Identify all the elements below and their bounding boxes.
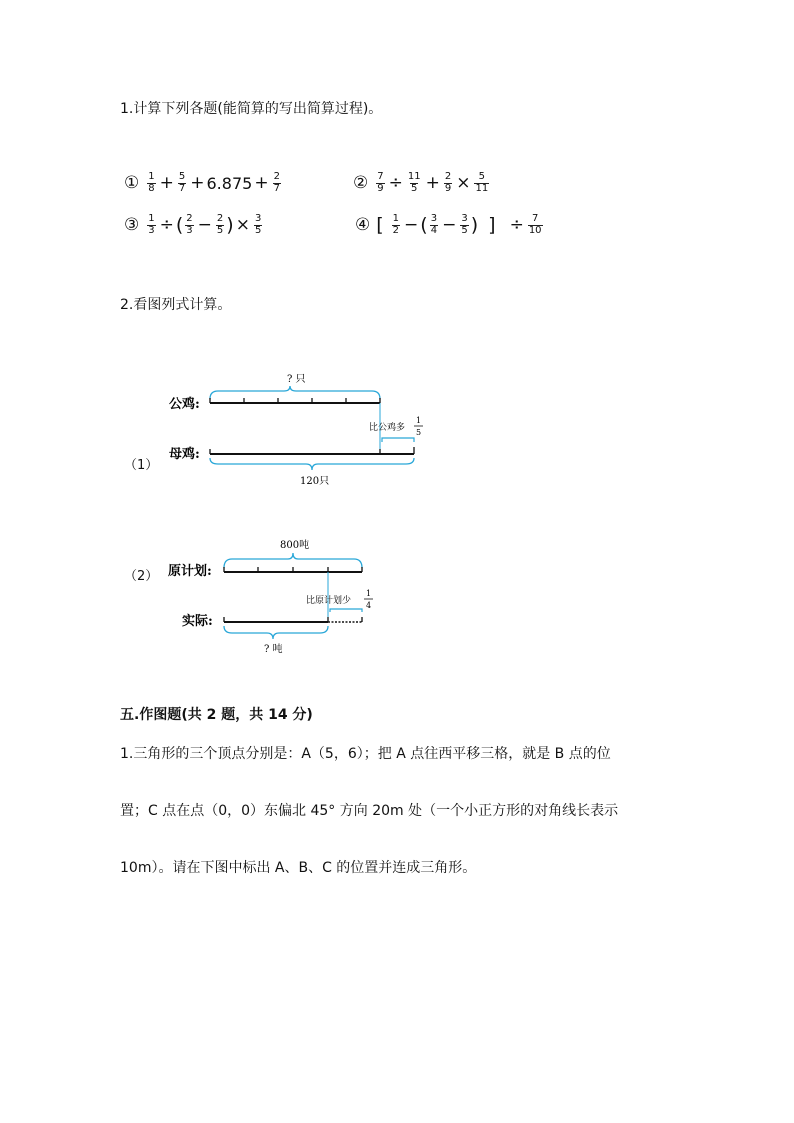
extra-brace <box>330 609 362 612</box>
operator: ÷ <box>388 173 403 193</box>
fraction: $\frac{2}{7}$ <box>273 171 280 194</box>
question-2-title: 2.看图列式计算。 <box>120 297 232 313</box>
operator: × <box>456 173 471 193</box>
row-1-label: 公鸡: <box>169 397 200 412</box>
note-denominator: 4 <box>366 601 372 610</box>
marker-4: ④ <box>355 215 371 235</box>
expression-4 <box>355 214 545 236</box>
right-paren: ) <box>470 214 479 236</box>
marker-2: ② <box>353 173 369 193</box>
bottom-brace <box>224 626 328 639</box>
top-brace <box>210 386 380 399</box>
note-numerator: 1 <box>366 589 372 598</box>
fraction: $\frac{7}{10}$ <box>528 213 542 236</box>
fraction: $\frac{7}{9}$ <box>377 171 384 194</box>
section-5-question-line-1: 1.三角形的三个顶点分别是：A（5，6）；把 A 点往西平移三格，就是 B 点的位 <box>120 746 611 762</box>
note-denominator: 5 <box>416 428 422 437</box>
expression-2 <box>353 172 491 194</box>
fraction: $\frac{1}{8}$ <box>148 171 155 194</box>
operator: ÷ <box>509 215 524 235</box>
note-text: 比原计划少 <box>306 596 352 606</box>
operator: − <box>197 215 212 235</box>
row-2-label: 母鸡: <box>169 447 200 462</box>
bottom-brace-label: 120只 <box>300 476 330 487</box>
operator: + <box>159 173 174 193</box>
operator: + <box>254 173 269 193</box>
operator: ÷ <box>159 215 174 235</box>
fraction: $\frac{11}{5}$ <box>407 171 421 194</box>
top-brace <box>224 553 362 568</box>
operator: + <box>425 173 440 193</box>
section-5-title: 五.作图题(共 2 题，共 14 分) <box>120 707 313 723</box>
fraction: $\frac{3}{4}$ <box>430 213 438 236</box>
fraction: $\frac{1}{2}$ <box>392 213 400 236</box>
fraction: $\frac{2}{5}$ <box>216 213 224 236</box>
section-5-question-line-3: 10m）。请在下图中标出 A、B、C 的位置并连成三角形。 <box>120 860 477 876</box>
row-1-label: 原计划: <box>168 564 212 579</box>
diagram-1-index: （1） <box>124 458 159 473</box>
top-brace-label: ? 只 <box>287 374 306 385</box>
left-bracket: [ <box>376 214 384 236</box>
decimal-number: 6.875 <box>206 173 253 193</box>
bottom-brace <box>210 458 414 470</box>
right-bracket: ] <box>488 214 496 236</box>
fraction: $\frac{1}{3}$ <box>148 213 155 236</box>
bottom-brace-label: ? 吨 <box>264 644 283 655</box>
section-5-question-line-2: 置；C 点在点（0，0）东偏北 45° 方向 20m 处（一个小正方形的对角线长表示 <box>120 803 619 819</box>
fraction: $\frac{2}{9}$ <box>444 171 452 194</box>
operator: × <box>235 215 250 235</box>
top-brace-label: 800吨 <box>280 540 310 551</box>
fraction: $\frac{3}{5}$ <box>254 213 262 236</box>
expression-1 <box>124 172 283 194</box>
operator: − <box>442 215 457 235</box>
extra-brace <box>382 438 414 442</box>
note-numerator: 1 <box>416 416 422 425</box>
right-paren: ) <box>226 214 234 236</box>
fraction: $\frac{5}{11}$ <box>475 171 489 194</box>
marker-3: ③ <box>124 215 140 235</box>
row-2-label: 实际: <box>182 614 213 629</box>
note-text: 比公鸡多 <box>369 423 406 433</box>
diagram-2-index: （2） <box>124 569 159 584</box>
operator: + <box>190 173 205 193</box>
diagram-2 <box>160 532 460 662</box>
question-1-title: 1.计算下列各题(能简算的写出简算过程)。 <box>120 101 383 117</box>
fraction: $\frac{2}{3}$ <box>186 213 193 236</box>
diagram-1 <box>160 362 460 492</box>
fraction: $\frac{5}{7}$ <box>178 171 186 194</box>
marker-1: ① <box>124 173 140 193</box>
left-paren: ( <box>175 214 184 236</box>
operator: − <box>404 215 419 235</box>
expression-3 <box>124 214 264 236</box>
fraction: $\frac{3}{5}$ <box>461 213 468 236</box>
left-paren: ( <box>420 214 428 236</box>
